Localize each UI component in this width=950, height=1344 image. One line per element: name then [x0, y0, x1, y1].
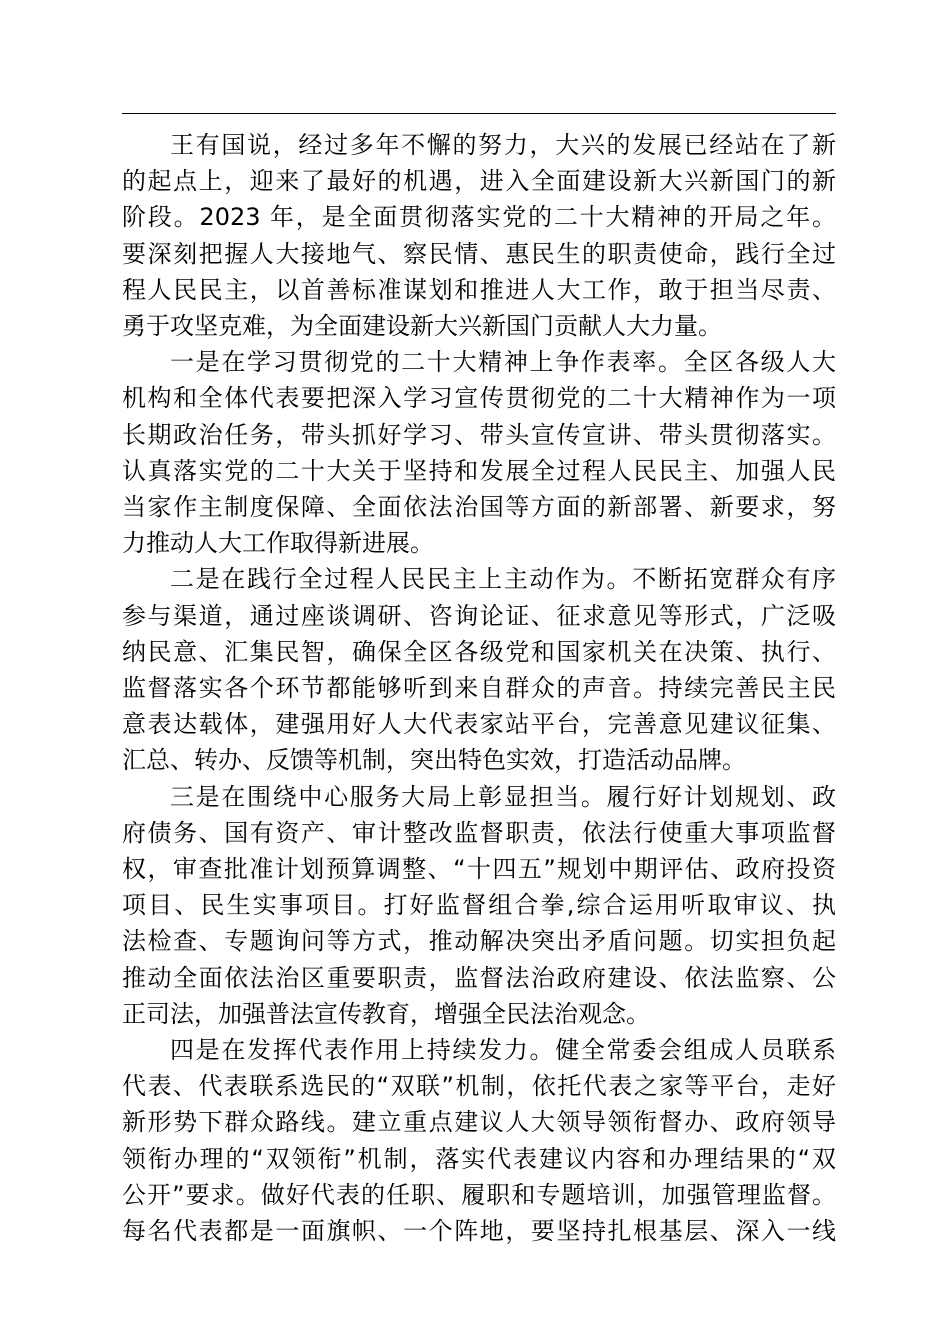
paragraph-line: 监督落实各个环节都能够听到来自群众的声音。持续完善民主民: [122, 674, 836, 703]
paragraph-line: 力推动人大工作取得新进展。: [122, 529, 434, 558]
paragraph-5: [122, 1032, 836, 1249]
paragraph-line: 程人民民主，以首善标准谋划和推进人大工作，敢于担当尽责、: [122, 275, 836, 304]
paragraph-line: 要深刻把握人大接地气、察民情、惠民生的职责使命，践行全过: [122, 239, 836, 268]
paragraph-line: 阶段。2023 年，是全面贯彻落实党的二十大精神的开局之年。: [122, 203, 836, 232]
paragraph-line: 代表、代表联系选民的“双联”机制，依托代表之家等平台，走好: [122, 1072, 836, 1101]
paragraph-line: 认真落实党的二十大关于坚持和发展全过程人民民主、加强人民: [122, 456, 836, 485]
paragraph-3: [122, 561, 836, 778]
paragraph-line: 参与渠道，通过座谈调研、咨询论证、征求意见等形式，广泛吸: [122, 601, 836, 630]
paragraph-line: 二是在践行全过程人民民主上主动作为。不断拓宽群众有序: [170, 565, 836, 594]
paragraph-line: 的起点上，迎来了最好的机遇，进入全面建设新大兴新国门的新: [122, 167, 836, 196]
paragraph-line: 勇于攻坚克难，为全面建设新大兴新国门贡献人大力量。: [122, 312, 722, 341]
paragraph-line: 新形势下群众路线。建立重点建议人大领导领衔督办、政府领导: [122, 1108, 836, 1137]
header-rule: [122, 113, 836, 114]
paragraph-line: 纳民意、汇集民智，确保全区各级党和国家机关在决策、执行、: [122, 637, 836, 666]
paragraph-line: 四是在发挥代表作用上持续发力。健全常委会组成人员联系: [170, 1036, 836, 1065]
paragraph-line: 王有国说，经过多年不懈的努力，大兴的发展已经站在了新: [170, 131, 836, 159]
paragraph-2: [122, 344, 836, 561]
paragraph-line: 三是在围绕中心服务大局上彰显担当。履行好计划规划、政: [170, 782, 836, 811]
paragraph-line: 公开”要求。做好代表的任职、履职和专题培训，加强管理监督。: [122, 1180, 836, 1209]
paragraph-line: 推动全面依法治区重要职责，监督法治政府建设、依法监察、公: [122, 963, 836, 992]
paragraph-line: 一是在学习贯彻党的二十大精神上争作表率。全区各级人大: [170, 348, 836, 377]
paragraph-line: 正司法，加强普法宣传教育，增强全民法治观念。: [122, 999, 650, 1028]
paragraph-line: 项目、民生实事项目。打好监督组合拳,综合运用听取审议、执: [122, 891, 836, 920]
paragraph-line: 每名代表都是一面旗帜、一个阵地，要坚持扎根基层、深入一线: [122, 1217, 836, 1246]
paragraph-line: 意表达载体，建强用好人大代表家站平台，完善意见建议征集、: [122, 710, 836, 739]
paragraph-line: 当家作主制度保障、全面依法治国等方面的新部署、新要求，努: [122, 493, 836, 522]
paragraph-line: 府债务、国有资产、审计整改监督职责，依法行使重大事项监督: [122, 818, 836, 847]
paragraph-4: [122, 779, 836, 1032]
paragraph-line: 法检查、专题询问等方式，推动解决突出矛盾问题。切实担负起: [122, 927, 836, 956]
paragraph-line: 汇总、转办、反馈等机制，突出特色实效，打造活动品牌。: [122, 746, 746, 775]
paragraph-line: 机构和全体代表要把深入学习宣传贯彻党的二十大精神作为一项: [122, 384, 836, 413]
paragraph-line: 领衔办理的“双领衔”机制，落实代表建议内容和办理结果的“双: [122, 1144, 836, 1173]
document-body: [122, 127, 836, 1249]
paragraph-line: 长期政治任务，带头抓好学习、带头宣传宣讲、带头贯彻落实。: [122, 420, 836, 449]
paragraph-line: 权，审查批准计划预算调整、“十四五”规划中期评估、政府投资: [122, 855, 836, 884]
paragraph-1: [122, 127, 836, 344]
